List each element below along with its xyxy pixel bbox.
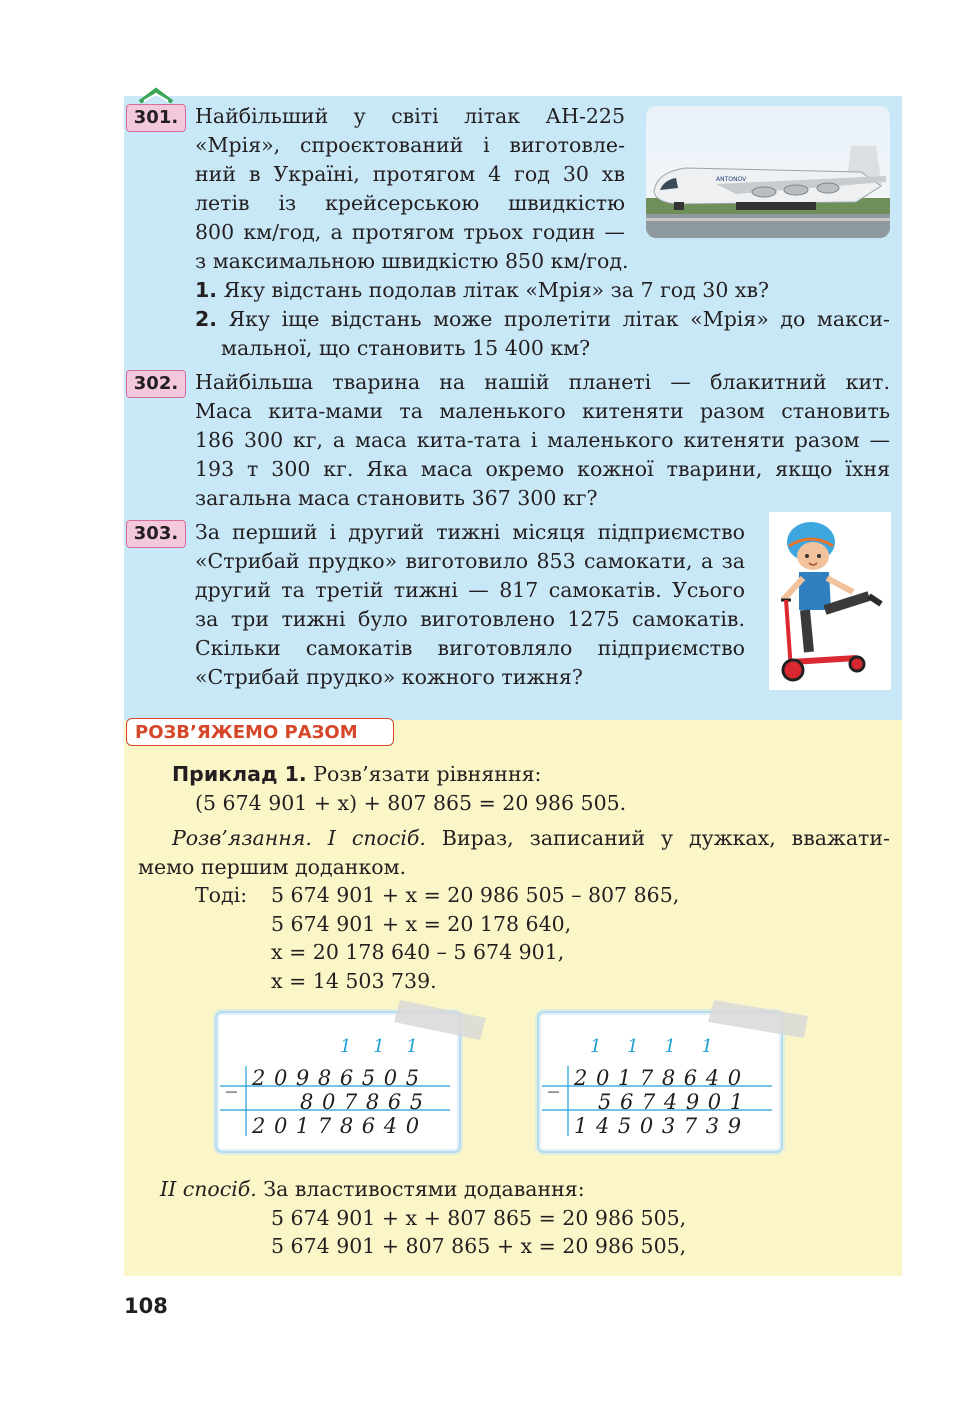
- calc1-row-3: 20178640: [252, 1114, 428, 1138]
- calc2-carries: 1 1 1 1: [590, 1036, 723, 1057]
- p301-line-1: Найбільший у світі літак АН-225: [195, 104, 625, 128]
- p301-line-3: ний в Україні, протягом 4 год 30 хв: [195, 162, 625, 186]
- p301-question-1: [195, 276, 769, 305]
- p301-line-5: 800 км/год, а протягом трьох годин —: [195, 220, 625, 244]
- q1-number: 1.: [195, 278, 218, 302]
- q2-number: 2.: [195, 307, 218, 331]
- p301-question-2-cont: мальної, що становить 15 400 км?: [221, 336, 591, 360]
- airplane-photo: [646, 106, 890, 238]
- p303-line-1: За перший і другий тижні місяця підприємство: [195, 520, 745, 544]
- step-1: 5 674 901 + x = 20 986 505 – 807 865,: [271, 883, 680, 907]
- calc1-carries: 1 1 1: [340, 1036, 426, 1057]
- p303-line-6: «Стрибай прудко» кожного тижня?: [195, 665, 583, 689]
- p303-line-2: «Стрибай прудко» виготовило 853 самокати, а за: [195, 549, 745, 573]
- p301-line-4: летів із крейсерською швидкістю: [195, 191, 625, 215]
- step-4: x = 14 503 739.: [271, 969, 437, 993]
- solution-line-2: мемо першим доданком.: [138, 855, 407, 879]
- p301-line-6: з максимальною швидкістю 850 км/год.: [195, 249, 629, 273]
- p302-line-3: 186 300 кг, а маса кита-тата і маленького китеняти разом —: [195, 428, 890, 452]
- calc2-row-1: 20178640: [574, 1066, 750, 1090]
- method-2-label: II спосіб.: [160, 1177, 257, 1201]
- p302-line-5: загальна маса становить 367 300 кг?: [195, 486, 598, 510]
- calc2-row-3: 14503739: [574, 1114, 750, 1138]
- p303-line-4: за три тижні було виготовлено 1275 самокатів.: [195, 607, 745, 631]
- example-heading: [172, 760, 541, 789]
- page-number: 108: [124, 1294, 168, 1318]
- q2-text-1: Яку іще відстань може пролетіти літак «Мрія» до макси-: [228, 307, 890, 331]
- calc2-row-2: 5674901: [598, 1090, 752, 1114]
- section-tag: РОЗВ’ЯЖЕМО РАЗОМ: [126, 718, 394, 746]
- step-3: x = 20 178 640 – 5 674 901,: [271, 940, 565, 964]
- problem-number-303: 303.: [126, 520, 186, 548]
- example-label: Приклад 1.: [172, 762, 307, 786]
- example-task: Розв’язати рівняння:: [313, 762, 542, 786]
- p301-question-2: [195, 305, 890, 334]
- q1-text: Яку відстань подолав літак «Мрія» за 7 год 30 хв?: [223, 278, 769, 302]
- example-equation: (5 674 901 + x) + 807 865 = 20 986 505.: [195, 791, 627, 815]
- solution-line-1: [172, 824, 890, 853]
- p302-line-2: Маса кита-мами та маленького китеняти разом становить: [195, 399, 890, 423]
- calc1-row-2: 807865: [300, 1090, 432, 1114]
- problem-number-302: 302.: [126, 370, 186, 398]
- p302-line-4: 193 т 300 кг. Яка маса окремо кожної тварини, якщо їхня: [195, 457, 890, 481]
- method-2-step-1: 5 674 901 + x + 807 865 = 20 986 505,: [271, 1206, 687, 1230]
- calc1-minus: _: [226, 1068, 237, 1093]
- method-2-step-2: 5 674 901 + 807 865 + x = 20 986 505,: [271, 1234, 687, 1258]
- solution-label: Розв’язання. I спосіб.: [172, 826, 426, 850]
- problem-number-301: 301.: [126, 104, 186, 132]
- scooter-boy-illustration: [769, 512, 891, 690]
- then-label: Тоді:: [195, 883, 248, 907]
- calc2-minus: _: [548, 1068, 559, 1093]
- p302-line-1: Найбільша тварина на нашій планеті — блакитний кит.: [195, 370, 890, 394]
- method-2-heading: [160, 1175, 585, 1204]
- method-2-text: За властивостями додавання:: [263, 1177, 585, 1201]
- p303-line-3: другий та третій тижні — 817 самокатів. Усього: [195, 578, 745, 602]
- step-2: 5 674 901 + x = 20 178 640,: [271, 912, 572, 936]
- p301-line-2: «Мрія», спроєктований і виготовле-: [195, 133, 625, 157]
- calc1-row-1: 20986505: [252, 1066, 428, 1090]
- p303-line-5: Скільки самокатів виготовляло підприємство: [195, 636, 745, 660]
- solution-text-1: Вираз, записаний у дужках, вважати-: [441, 826, 890, 850]
- svg-text:ANTONOV: ANTONOV: [716, 176, 747, 183]
